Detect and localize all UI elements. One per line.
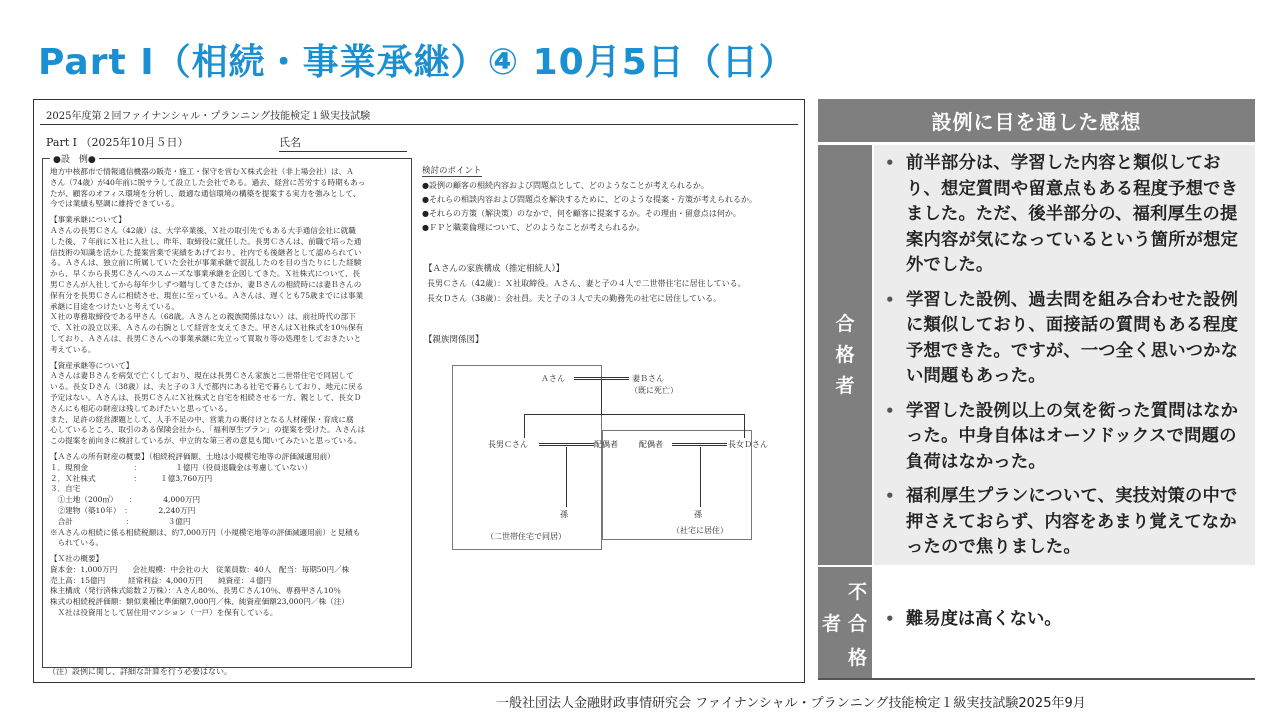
asset-line: ※Ａさんの相続に係る相続税額は、約7,000万円（小規模宅地等の評価減適用前）と見積も bbox=[50, 527, 361, 537]
review-list bbox=[422, 179, 757, 235]
section2-line: 予定はない。Ａさんは、長男ＣさんにＸ社株式と自宅を相続させる一方、親として、長女Ｄ bbox=[50, 392, 362, 402]
tree-node-d: 長女Ｄさん bbox=[728, 440, 768, 449]
asset-line: 合計 ： ３億円 bbox=[50, 516, 191, 526]
source-citation: 一般社団法人金融財政事情研究会 ファイナンシャル・プランニング技能検定１級実技試験2025年9月 bbox=[496, 696, 1086, 711]
tree-child-line-right bbox=[700, 447, 701, 507]
fail-label-char: 合 bbox=[848, 613, 868, 635]
company-line: 資本金：1,000万円 会社規模：中会社の大 従業員数：40人 配当：毎期50円／株 bbox=[50, 564, 350, 574]
section1-line: 信技術の知識を活かした提案営業で実績をあげており、社内でも後継者として認められてい bbox=[50, 247, 362, 257]
review-item: ●それらの相談内容および問題点を解決するために、どのような提案・方策が考えられるか。 bbox=[422, 195, 757, 204]
asset-line: ２．Ｘ社株式 ： １億3,760万円 bbox=[50, 473, 213, 483]
section2-line: いる。長女Ｄさん（38歳）は、夫と子の３人で都内にある社宅で暮らしており、地元に戻る bbox=[50, 382, 364, 392]
impressions-header: 設例に目を通した感想 bbox=[818, 99, 1255, 142]
tree-sibling-line bbox=[524, 414, 744, 415]
case-label: ●設 例● bbox=[50, 152, 99, 165]
section1-line: 承継に目途をつけたいと考えている。 bbox=[50, 301, 180, 311]
panel-bottom-rule bbox=[818, 678, 1255, 680]
tree-node-a: Ａさん bbox=[541, 374, 565, 383]
tree-branch-d bbox=[744, 414, 745, 438]
section1-line: Ｘ社の専務取締役である甲さん（68歳。Ａさんとの親族関係はない）は、前社時代の部下 bbox=[50, 312, 356, 322]
section1-line: した後、７年前にＸ社に入社し、昨年、取締役に就任した。長男Ｃさんは、前職で培った通 bbox=[50, 236, 362, 246]
section1-line: 考えている。 bbox=[50, 344, 96, 354]
pass-comments bbox=[874, 145, 1255, 565]
review-item: ●それらの方策（解決策）のなかで、何を顧客に提案するか。その理由・留意点は何か。 bbox=[422, 209, 741, 218]
bullet-icon: • bbox=[885, 401, 895, 420]
fail-label-char: 格 bbox=[848, 647, 868, 669]
tree-note-c: （二世帯住宅で同居） bbox=[486, 532, 566, 541]
section-title: 【Ｘ社の概要】 bbox=[50, 554, 104, 564]
section2-line: Ａさんは妻Ｂさんを病気で亡くしており、現在は長男Ｃさん家族と二世帯住宅で同居して bbox=[50, 371, 354, 381]
tree-trunk bbox=[601, 380, 602, 414]
family-item: 長男Ｃさん（42歳）：Ｘ社取締役。Ａさん、妻と子の４人で二世帯住宅に居住している。 bbox=[427, 279, 746, 288]
section1-line: 保有分を長男Ｃさんに相続させ、現在に至っている。Ａさんは、遅くとも75歳までには事業 bbox=[50, 290, 364, 300]
tree-node-b-note: （既に死亡） bbox=[630, 386, 678, 395]
company-line: 株式の相続税評価額：類似業種比準価額7,000円／株、純資産価額23,000円／株（注） bbox=[50, 597, 349, 607]
intro-line: 今では業績も堅調に維持できている。 bbox=[50, 199, 180, 209]
fail-comment: • 難易度は高くない。 bbox=[884, 607, 1062, 632]
asset-line: られている。 bbox=[50, 538, 104, 548]
exam-part: Part Ⅰ （2025年10月５日） bbox=[46, 136, 189, 149]
intro-line: 地方中核都市で情報通信機器の販売・施工・保守を営むＸ株式会社（非上場会社）は、Ａ bbox=[50, 167, 354, 176]
relationship-title: 【親族関係図】 bbox=[424, 335, 484, 345]
company-line: 売上高：15億円 経常利益：4,000万円 純資産：４億円 bbox=[50, 575, 272, 585]
pass-comment: • 学習した設例以上の気を衒った質問はなかった。中身自体はオーソドックスで問題の負荷はなかった。 bbox=[885, 400, 1239, 472]
family-list bbox=[427, 276, 746, 306]
bullet-icon: • bbox=[885, 487, 895, 505]
tree-note-d: （社宅に居住） bbox=[672, 526, 728, 535]
review-item: ●ＦＰと職業倫理について、どのようなことが考えられるか。 bbox=[422, 223, 645, 232]
asset-line: ３．自宅 bbox=[50, 484, 81, 494]
tree-child-line-left bbox=[566, 447, 567, 507]
pass-label bbox=[818, 145, 872, 565]
section1-line: で、Ｘ社の設立以来、Ａさんの右腕として経営を支えてきた。甲さんはＸ社株式を10％保有 bbox=[50, 323, 364, 333]
section2-line: さんにも相応の財産は残してあげたいと思っている。 bbox=[50, 403, 233, 413]
fail-comments bbox=[874, 567, 1255, 678]
asset-line: ①土地（200㎡） ： 4,000万円 bbox=[50, 495, 201, 505]
tree-branch-c bbox=[524, 414, 525, 438]
tree-node-c: 長男Ｃさん bbox=[488, 440, 528, 449]
section2-line: また、足許の経営課題として、人手不足の中、営業力の裏付けとなる人材確保・育成に腐 bbox=[50, 414, 354, 424]
section1-line: る。Ａさんは、独立前に所属していた会社が事業承継で混乱したのを目の当たりにした経験 bbox=[50, 258, 362, 268]
family-title: 【Ａさんの家族構成（推定相続人）】 bbox=[424, 264, 565, 274]
pass-comment: • 学習した設例、過去問を組み合わせた設例に類似しており、面接話の質問もある程度予想できた。ですが、一つ全く思いつかない問題もあった。 bbox=[885, 289, 1239, 386]
family-item: 長女Ｄさん（38歳）：会社員。夫と子の３人で夫の勤務先の社宅に居住している。 bbox=[427, 294, 722, 303]
section-title: 【事業承継について】 bbox=[50, 215, 126, 225]
fail-label-char: 不 bbox=[848, 581, 868, 603]
exam-header: 2025年度第２回ファイナンシャル・プランニング技能検定１級実技試験 bbox=[46, 111, 371, 122]
section1-line: しており、Ａさんは、長男Ｃさんへの事業承継に先立って買取り等の処理をしておきたいと bbox=[50, 333, 362, 343]
section2-line: 心しているところ、取引のある保険会社から、「福利厚生プラン」の提案を受けた。Ａさんは bbox=[50, 425, 366, 435]
intro-line: さん（74歳）が40年前に脱サラして設立した会社である。過去、経営に苦労する時期もあっ bbox=[50, 177, 366, 187]
family-tree bbox=[444, 355, 768, 550]
case-text bbox=[50, 167, 408, 619]
bullet-icon: • bbox=[885, 290, 895, 309]
tree-box-left bbox=[452, 365, 602, 550]
pass-comment: • 前半部分は、学習した内容と類似しており、想定質問や留意点もある程度予想できました。ただ、後半部分の、福利厚生の提案内容が気になっているという箇所が想定外でした。 bbox=[885, 153, 1239, 275]
marriage-line bbox=[672, 443, 727, 446]
name-label: 氏名 bbox=[279, 134, 407, 152]
bullet-icon: • bbox=[885, 154, 895, 172]
intro-line: たが、顧客のオフィス環境を分析し、最適な通信環境の構築を提案する実力を強みとして、 bbox=[50, 188, 361, 198]
exam-document bbox=[33, 99, 805, 683]
bullet-icon: • bbox=[885, 610, 895, 628]
tree-node-b: 妻Ｂさん bbox=[632, 374, 664, 383]
fail-label bbox=[818, 567, 872, 678]
asset-line: １．現預金 ： １億円（役員退職金は考慮していない） bbox=[50, 462, 312, 472]
pass-comment: • 福利厚生プランについて、実技対策の中で押さえておらず、内容をあまり覚えてなかったので焦りました。 bbox=[885, 486, 1238, 557]
asset-line: ②建物（築10年） ： 2,240万円 bbox=[50, 505, 196, 515]
tree-node-d-spouse: 配偶者 bbox=[639, 440, 663, 449]
review-title: 検討のポイント bbox=[422, 166, 482, 176]
intro-block bbox=[50, 167, 408, 210]
document-note: （注）設例に関し、詳細な計算を行う必要はない。 bbox=[48, 667, 232, 676]
header-rule bbox=[40, 124, 798, 125]
tree-node-c-spouse: 配偶者 bbox=[594, 440, 618, 449]
tree-node-grandchild-right: 孫 bbox=[694, 510, 702, 519]
pass-comment-list bbox=[874, 145, 1255, 561]
section-title: 【Ａさんの所有財産の概要】（相続税評価額、土地は小規模宅地等の評価減適用前） bbox=[50, 451, 335, 461]
section1-line: から、早くから長男Ｃさんへのスムーズな事業承継を企図してきた。Ｘ社株式について、長 bbox=[50, 269, 361, 279]
slide-title: Part Ⅰ（相続・事業承継）④ 10月5日（日） bbox=[38, 42, 796, 83]
pass-label-text: 合 格 者 bbox=[835, 312, 855, 397]
section2-line: この提案を前向きに検討しているが、中立的な第三者の意見も聞いてみたいと思っている。 bbox=[50, 436, 362, 446]
fail-label-char: 者 bbox=[822, 613, 842, 635]
company-line: Ｘ社は役資用として居住用マンション（一戸）を保有している。 bbox=[50, 608, 278, 618]
section-title: 【資産承継等について】 bbox=[50, 360, 134, 370]
marriage-line bbox=[539, 443, 594, 446]
section1-line: Ａさんの長男Ｃさん（42歳）は、大学卒業後、Ｘ社の取引先でもある大手通信会社に就職 bbox=[50, 225, 356, 235]
tree-node-grandchild-left: 孫 bbox=[560, 510, 568, 519]
company-line: 株主構成（発行済株式総数２万株）：Ａさん80％、長男Ｃさん10％、専務甲さん10％ bbox=[50, 586, 341, 596]
review-item: ●設例の顧客の相続内容および問題点として、どのようなことが考えられるか。 bbox=[422, 181, 709, 190]
section1-line: 男Ｃさんが入社してから毎年少しずつ贈与してきたほか、妻Ｂさんの相続時には妻Ｂさんの bbox=[50, 279, 362, 289]
